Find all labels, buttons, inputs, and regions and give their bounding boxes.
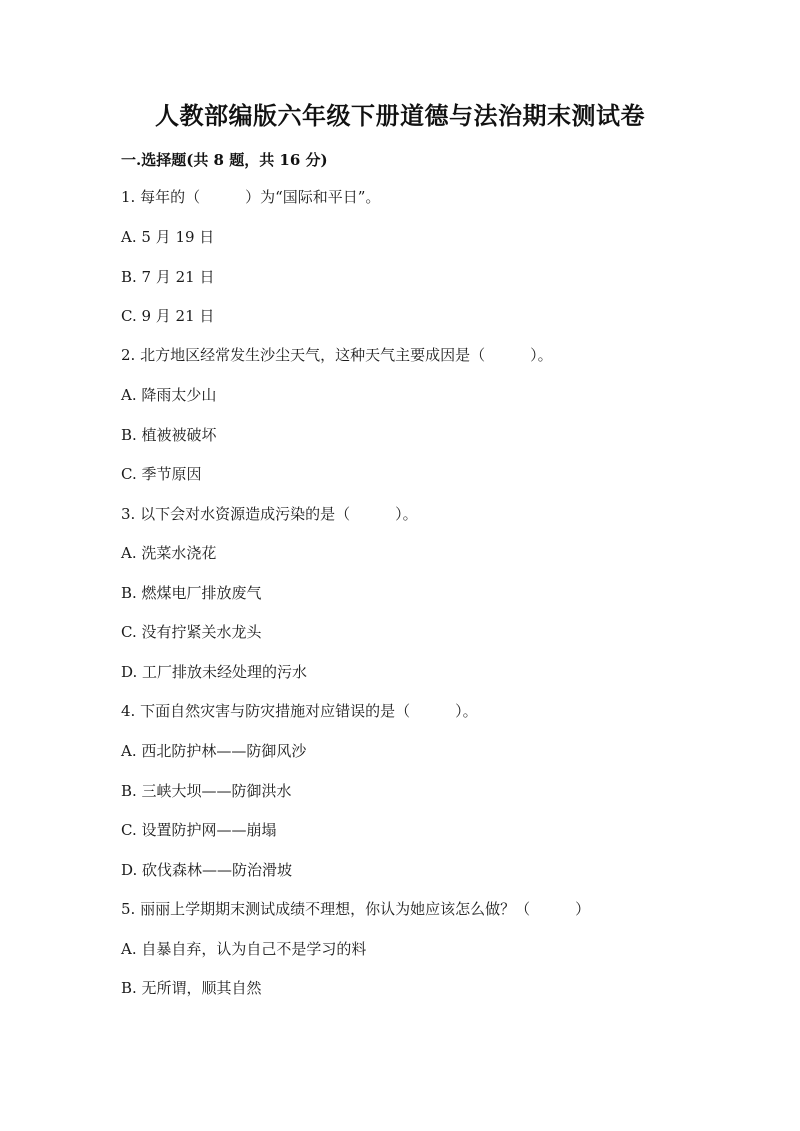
question-5-option-a: A. 自暴自弃，认为自己不是学习的料: [121, 940, 367, 958]
question-2-option-b: B. 植被被破坏: [121, 426, 217, 444]
question-2-stem: 2. 北方地区经常发生沙尘天气，这种天气主要成因是（ ）。: [121, 346, 553, 364]
question-4-option-c: C. 设置防护网——崩塌: [121, 821, 277, 839]
question-1-stem: 1. 每年的（ ）为“国际和平日”。: [121, 188, 381, 206]
question-4-stem: 4. 下面自然灾害与防灾措施对应错误的是（ ）。: [121, 702, 478, 720]
question-3-option-a: A. 洗菜水浇花: [121, 544, 217, 562]
question-1-option-b: B. 7 月 21 日: [121, 268, 215, 286]
question-3-option-d: D. 工厂排放未经处理的污水: [121, 663, 308, 681]
section-heading: 一.选择题(共 8 题，共 16 分): [121, 151, 328, 169]
question-1-option-a: A. 5 月 19 日: [121, 228, 215, 246]
question-2-option-a: A. 降雨太少山: [121, 386, 217, 404]
question-2-option-c: C. 季节原因: [121, 465, 202, 483]
question-3-stem: 3. 以下会对水资源造成污染的是（ ）。: [121, 505, 418, 523]
question-5-option-b: B. 无所谓，顺其自然: [121, 979, 262, 997]
question-3-option-c: C. 没有拧紧关水龙头: [121, 623, 262, 641]
question-4-option-a: A. 西北防护林——防御风沙: [121, 742, 307, 760]
question-4-option-b: B. 三峡大坝——防御洪水: [121, 782, 292, 800]
question-1-option-c: C. 9 月 21 日: [121, 307, 215, 325]
question-5-stem: 5. 丽丽上学期期末测试成绩不理想，你认为她应该怎么做？（ ）: [121, 900, 591, 918]
question-3-option-b: B. 燃煤电厂排放废气: [121, 584, 262, 602]
question-4-option-d: D. 砍伐森林——防治滑坡: [121, 861, 293, 879]
page-title: 人教部编版六年级下册道德与法治期末测试卷: [155, 101, 645, 130]
